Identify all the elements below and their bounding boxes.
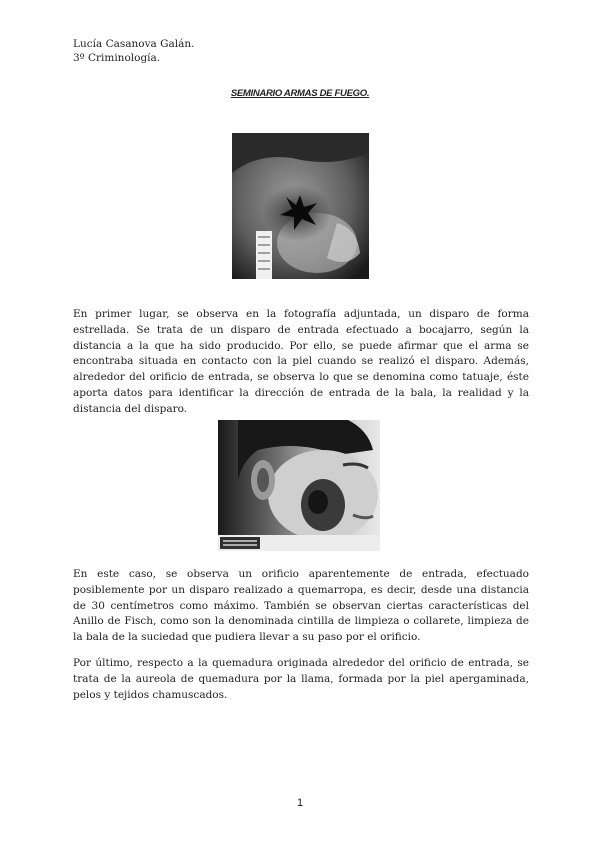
- author-name: Lucía Casanova Galán.: [73, 38, 195, 50]
- document-title: SEMINARIO ARMAS DE FUEGO.: [230, 88, 370, 99]
- document-header: [73, 37, 195, 65]
- paragraph-2: En este caso, se observa un orificio aparentemente de entrada, efectuado posiblemente por un disparo realizado a quemarropa, es decir, desde una distancia de 30 centímetros como máximo. También se observan ciertas características del Anillo de Fisch, como son la denominada cintilla de limpieza o collarete, limpieza de la bala de la suciedad que pudiera llevar a su paso por el orificio.: [73, 568, 529, 644]
- paragraph-3: Por último, respecto a la quemadura originada alrededor del orificio de entrada, se trata de la aureola de quemadura por la llama, formada por la piel apergaminada, pelos y tejidos chamuscados.: [73, 657, 529, 701]
- forensic-photo-face-wound: [218, 420, 380, 551]
- paragraph-1: En primer lugar, se observa en la fotografía adjuntada, un disparo de forma estrellada. Se trata de un disparo de entrada efectuado a bocajarro, según la distancia a la que ha sido producido. Por ello, se puede afirmar que el arma se encontraba situada en contacto con la piel cuando se realizó el disparo. Además, alrededor del orificio de entrada, se observa lo que se denomina como tatuaje, éste aporta datos para identificar la dirección de entrada de la bala, la realidad y la distancia del disparo.: [73, 308, 529, 415]
- page-number: 1: [296, 797, 304, 809]
- course-name: 3º Criminología.: [73, 52, 161, 64]
- forensic-photo-star-wound: [232, 133, 369, 279]
